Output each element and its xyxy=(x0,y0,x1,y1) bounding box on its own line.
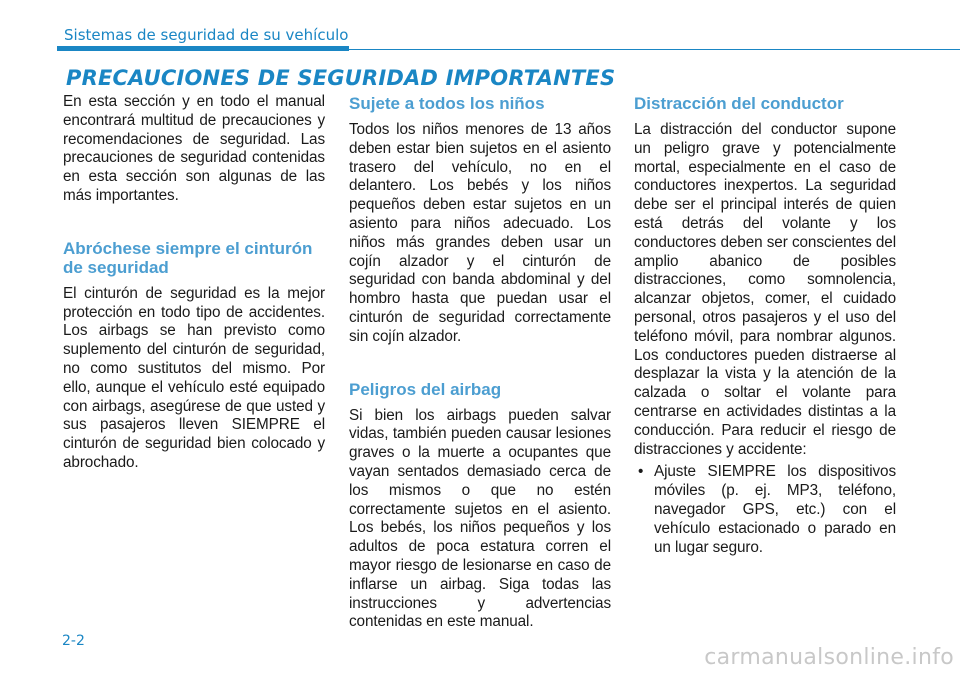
page-title: PRECAUCIONES DE SEGURIDAD IMPORTANTES xyxy=(66,66,616,90)
seatbelt-heading: Abróchese siempre el cinturón de seguridad xyxy=(63,238,313,277)
watermark: carmanualsonline.info xyxy=(704,645,954,670)
bullet-text: Ajuste SIEMPRE los dispositivos móviles (p. ej. MP3, teléfono, navegador GPS, etc.) con el vehículo estacionado o parado en un lugar seguro. xyxy=(654,463,896,556)
airbag-heading: Peligros del airbag xyxy=(349,379,502,399)
list-item xyxy=(634,463,896,557)
children-paragraph: Todos los niños menores de 13 años deben estar bien sujetos en el asiento trasero del vehículo, no en el delantero. Los bebés y los niños pequeños deben estar sujetos en un asiento para niños adecuado. Los niños más grandes deben usar un cojín alzador y el cinturón de seguridad con banda abdominal y del hombro hasta que puedan usar el cinturón de seguridad correctamente sin cojín alzador. xyxy=(349,121,611,345)
column-right xyxy=(634,93,896,557)
column-middle xyxy=(349,93,611,632)
section-header: Sistemas de seguridad de su vehículo xyxy=(64,26,349,44)
intro-paragraph: En esta sección y en todo el manual encontrará multitud de precauciones y recomendaciones de seguridad. Las precauciones de seguridad contenidas en esta sección son algunas de las más importantes. xyxy=(63,93,325,204)
page-number: 2-2 xyxy=(62,633,85,649)
header-rule xyxy=(349,49,960,50)
column-left xyxy=(63,93,325,473)
distraction-paragraph: La distracción del conductor supone un peligro grave y potencialmente mortal, especialmente en el caso de conductores inexpertos. La seguridad debe ser el principal interés de quien está detrás del volante y los conductores deben ser conscientes del amplio abanico de posibles distracciones, como somnolencia, alcanzar objetos, comer, el cuidado personal, otros pasajeros y el uso del teléfono móvil, para nombrar algunos. Los conductores pueden distraerse al desplazar la vista y la atención de la calzada o soltar el volante para centrarse en actividades distintas a la conducción. Para reducir el riesgo de distracciones y accidente: xyxy=(634,121,896,458)
seatbelt-paragraph: El cinturón de seguridad es la mejor protección en todo tipo de accidentes. Los airbags se han previsto como suplemento del cinturón de seguridad, no como sustitutos del mismo. Por ello, aunque el vehículo esté equipado con airbags, asegúrese de que usted y sus pasajeros lleven SIEMPRE el cinturón de seguridad bien colocado y abrochado. xyxy=(63,284,325,471)
header-rule-accent xyxy=(57,46,349,51)
distraction-heading: Distracción del conductor xyxy=(634,94,844,113)
children-heading: Sujete a todos los niños xyxy=(349,94,545,113)
airbag-paragraph: Si bien los airbags pueden salvar vidas, también pueden causar lesiones graves o la muerte a ocupantes que vayan sentados demasiado cerca de los mismos o que no estén correctamente sujetos en el asiento. Los bebés, los niños pequeños y los adultos de poca estatura corren el mayor riesgo de lesionarse en caso de inflarse un airbag. Siga todas las instrucciones y advertencias contenidas en este manual. xyxy=(349,406,611,631)
bullet-icon: • xyxy=(638,463,644,481)
